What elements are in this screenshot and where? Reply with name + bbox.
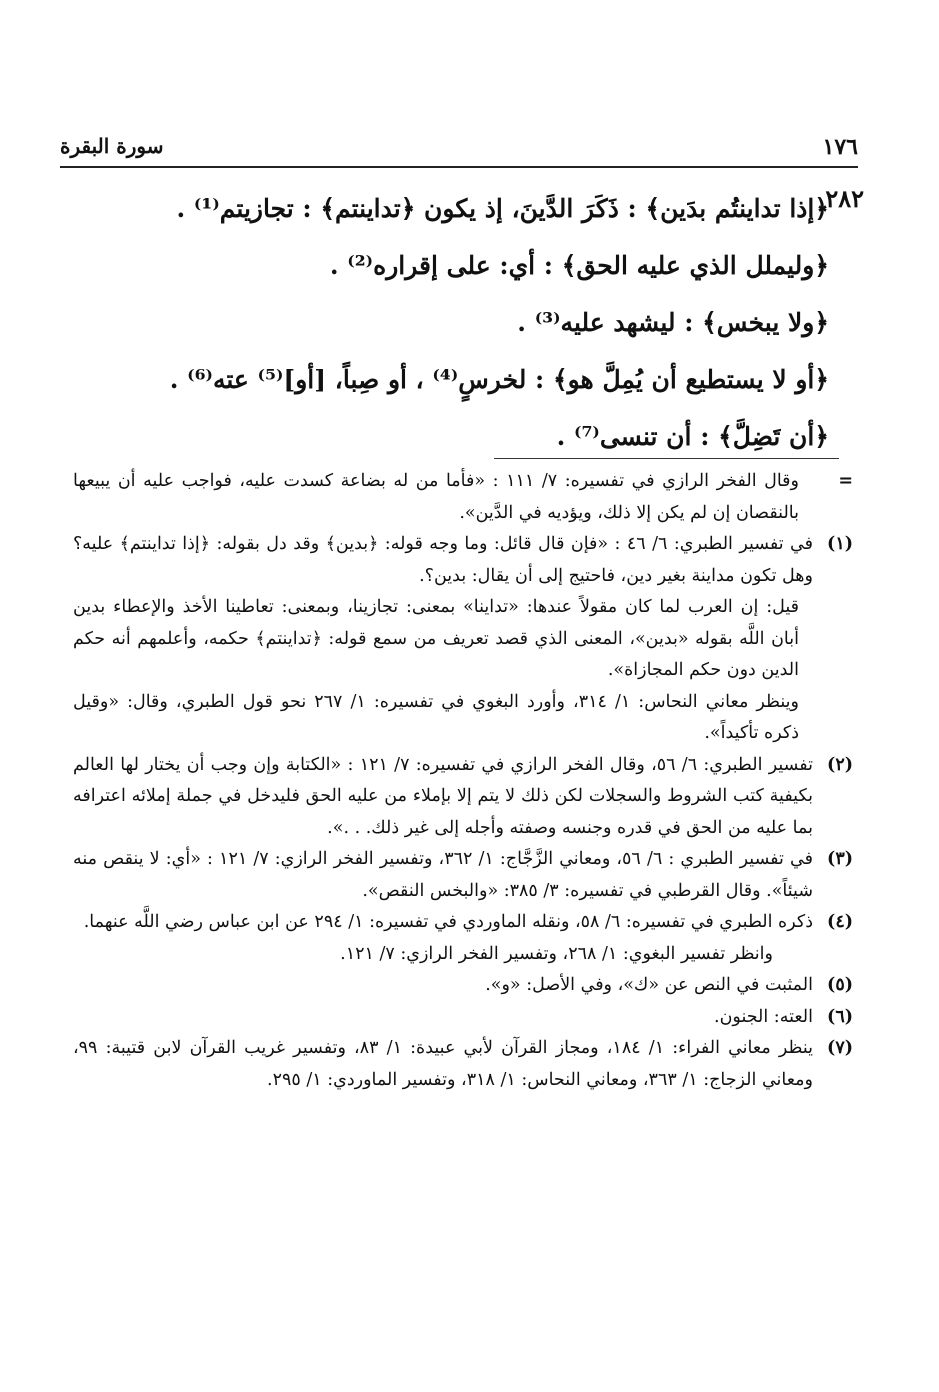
main-line: ﴿وليملل الذي عليه الحق﴾ : أي: على إقراره⁽²⁾ .: [329, 251, 829, 280]
footnote-separator: [494, 458, 839, 459]
footnote-paragraph: وانظر تفسير البغوي: ١/ ٢٦٨، وتفسير الفخر الرازي: ٧/ ١٢١.: [340, 943, 773, 964]
footnote-paragraph: العته: الجنون.: [714, 1006, 813, 1027]
footnote-marker: (٢): [827, 754, 853, 775]
footnote-marker: (٣): [827, 849, 853, 869]
footnote-paragraph: المثبت في النص عن «ك»، وفي الأصل: «و».: [485, 975, 813, 995]
footnote-paragraph: قيل: إن العرب لما كان مقولاً عندها: «تداينا» بمعنى: تجازينا، وبمعنى: تعاطينا الأخذ والإعطاء بدين أبان اللَّه بقوله «بدين»، المعنى الذي قصد تعريف من سمع قوله: ﴿تداينتم﴾ حكمه، وأعلمهم أنه حكم الدين دون حكم المجازاة».: [73, 597, 799, 680]
surah-title: سورة البقرة: [60, 134, 164, 158]
main-text: [109, 180, 829, 465]
footnotes: [73, 466, 853, 1096]
footnote-marker: (٧): [827, 1038, 853, 1058]
footnote-marker: (٦): [827, 1006, 853, 1027]
header-divider: [60, 166, 858, 168]
page-header: [60, 134, 858, 170]
footnote-paragraph: وقال الفخر الرازي في تفسيره: ٧/ ١١١ : «فأما من له بضاعة كسدت عليه، فواجب عليه أن يبيعها بالنقصان إن لم يكن إلا ذلك، ويؤديه في الدَّين».: [73, 471, 799, 523]
footnote-paragraph: في تفسير الطبري: ٦/ ٤٦ : «فإن قال قائل: وما وجه قوله: ﴿بدين﴾ وقد دل بقوله: ﴿إذا تداينتم﴾ عليه؟ وهل تكون مداينة بغير دين، فاحتيج إلى أن يقال: بدين؟.: [73, 534, 813, 586]
main-line: ﴿أن تَضِلَّ﴾ : أن تنسى⁽⁷⁾ .: [556, 422, 829, 451]
footnote-marker: (٥): [827, 975, 853, 995]
footnote-marker: =: [838, 471, 853, 491]
page-number: ١٧٦: [822, 134, 858, 160]
footnote-marker: (٤): [827, 912, 853, 932]
footnote-7: [73, 1033, 853, 1096]
main-line: ﴿أو لا يستطيع أن يُمِلَّ هو﴾ : لخرسٍ⁽⁴⁾ ، أو صِباً، [أو]⁽⁵⁾ عته⁽⁶⁾ .: [169, 365, 829, 394]
footnote-paragraph: ينظر معاني الفراء: ١/ ١٨٤، ومجاز القرآن لأبي عبيدة: ١/ ٨٣، وتفسير غريب القرآن لابن قتيبة: ٩٩، ومعاني الزجاج: ١/ ٣٦٣، ومعاني النحاس: ١/ ٣١٨، وتفسير الماوردي: ١/ ٢٩٥.: [73, 1038, 814, 1090]
footnote-paragraph: وينظر معاني النحاس: ١/ ٣١٤، وأورد البغوي في تفسيره: ١/ ٢٦٧ نحو قول الطبري، وقال: «وقيل ذكره تأكيداً».: [73, 691, 799, 743]
verse-number: ٢٨٢: [825, 184, 864, 213]
footnote-paragraph: في تفسير الطبري : ٦/ ٥٦، ومعاني الزَّجَّاج: ١/ ٣٦٢، وتفسير الفخر الرازي: ٧/ ١٢١ : «أي: لا ينقص منه شيئاً». وقال القرطبي في تفسيره: ٣/ ٣٨٥: «والبخس النقص».: [73, 849, 813, 901]
main-line: ﴿إذا تداينتُم بدَين﴾ : ذَكَرَ الدَّينَ، إذ يكون ﴿تداينتم﴾ : تجازيتم⁽¹⁾ .: [176, 194, 829, 223]
footnote-1: [73, 529, 853, 750]
footnote-3: [73, 844, 853, 907]
footnote-5: [73, 970, 853, 1002]
footnote-2: [73, 750, 853, 845]
footnote-continued: [73, 466, 853, 529]
footnote-4: [73, 907, 853, 970]
footnote-paragraph: تفسير الطبري: ٦/ ٥٦، وقال الفخر الرازي في تفسيره: ٧/ ١٢١ : «الكتابة وإن وجب أن يختار لها العالم بكيفية كتب الشروط والسجلات لكن ذلك لا يتم إلا بإملاء من عليه الحق فليدخل في جملة إملائه اعترافه بما عليه من الحق في قدره وجنسه وصفته وأجله إلى غير ذلك. . .».: [73, 754, 813, 838]
footnote-paragraph: ذكره الطبري في تفسيره: ٦/ ٥٨، ونقله الماوردي في تفسيره: ١/ ٢٩٤ عن ابن عباس رضي اللَّه عنهما.: [83, 912, 813, 932]
footnote-6: [73, 1002, 853, 1034]
main-line: ﴿ولا يبخس﴾ : ليشهد عليه⁽³⁾ .: [517, 308, 829, 337]
footnote-marker: (١): [827, 534, 853, 554]
